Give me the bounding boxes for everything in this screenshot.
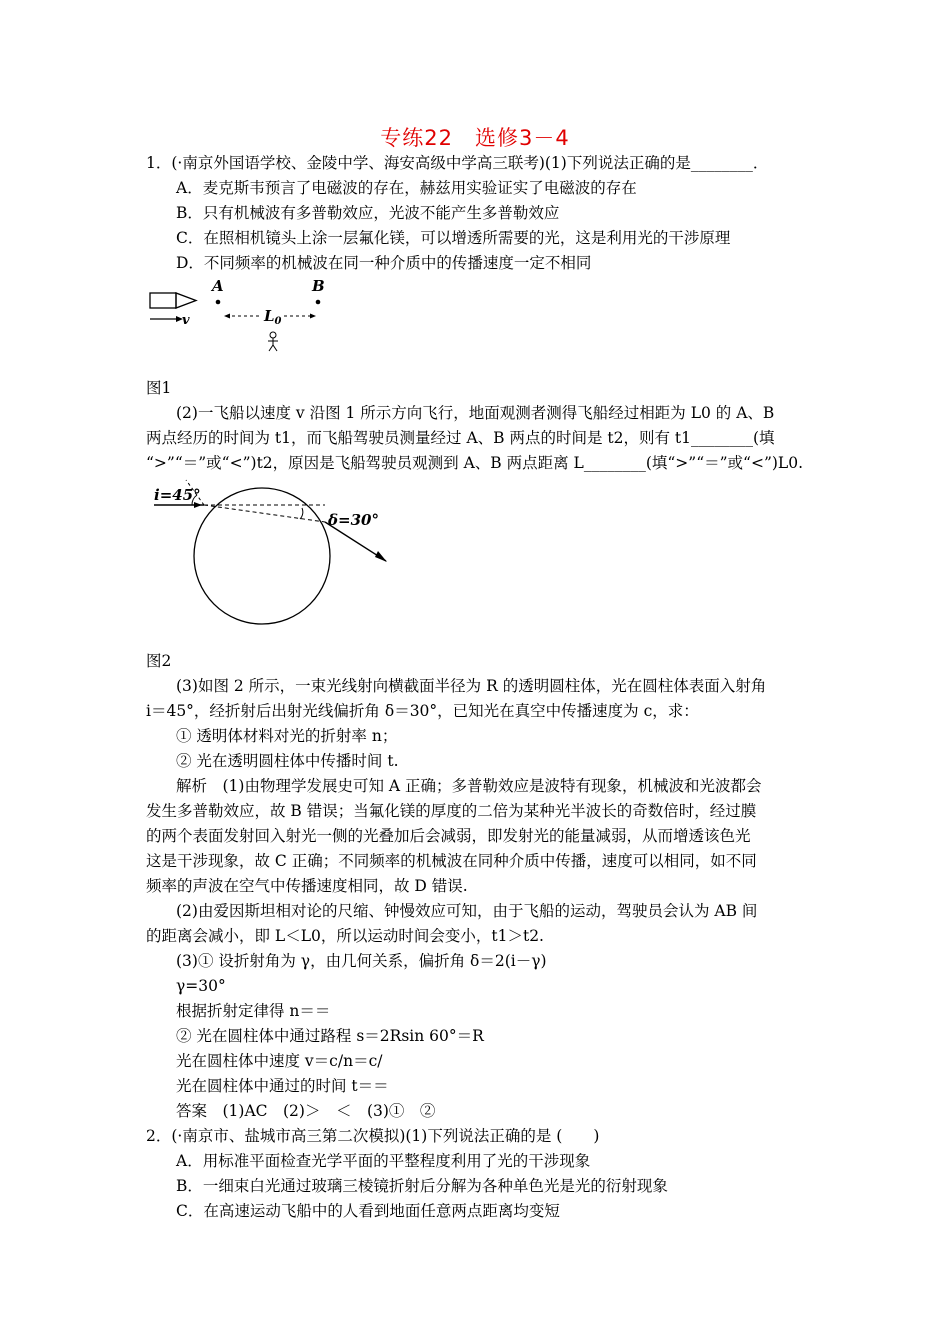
q1-part3-line4: ② 光在透明圆柱体中传播时间 t.	[176, 752, 399, 770]
q1-stem: 1．(·南京外国语学校、金陵中学、海安高级中学高三联考)(1)下列说法正确的是________．	[146, 154, 769, 172]
analysis-line2: 发生多普勒效应，故 B 错误；当氟化镁的厚度的二倍为某种光半波长的奇数倍时，经过膜	[146, 802, 757, 820]
q1-part2-line2: 两点经历的时间为 t1，而飞船驾驶员测量经过 A、B 两点的时间是 t2，则有 t1________(填	[146, 429, 775, 447]
analysis-line8: (3)① 设折射角为 γ，由几何关系，偏折角 δ＝2(i－γ)	[176, 952, 547, 970]
spaceship-icon	[150, 293, 196, 308]
q1-option-d: D．不同频率的机械波在同一种介质中的传播速度一定不相同	[176, 254, 592, 272]
analysis-line4: 这是干涉现象，故 C 正确；不同频率的机械波在同种介质中传播，速度可以相同，如不同	[146, 852, 757, 870]
q2-stem: 2．(·南京市、盐城市高三第二次模拟)(1)下列说法正确的是 ( )	[146, 1127, 600, 1145]
analysis-line10: 根据折射定律得 n＝＝	[176, 1002, 331, 1020]
q1-part3-line1: (3)如图 2 所示，一束光线射向横截面半径为 R 的透明圆柱体，光在圆柱体表面入射角	[176, 677, 767, 695]
figure-1-caption: 图1	[146, 379, 172, 397]
point-b-dot	[316, 300, 321, 305]
q1-part3-line3: ① 透明体材料对光的折射率 n；	[176, 727, 398, 745]
point-a-label: A	[212, 277, 224, 295]
refracted-ray	[204, 505, 325, 522]
analysis-line13: 光在圆柱体中通过的时间 t＝＝	[176, 1077, 389, 1095]
point-a-dot	[216, 300, 221, 305]
velocity-label: v	[182, 313, 190, 328]
q2-option-a: A．用标准平面检查光学平面的平整程度利用了光的干涉现象	[176, 1152, 591, 1170]
q2-option-c: C．在高速运动飞船中的人看到地面任意两点距离均变短	[176, 1202, 560, 1220]
q2-option-b: B．一细束白光通过玻璃三棱镜折射后分解为各种单色光是光的衍射现象	[176, 1177, 668, 1195]
q1-option-c: C．在照相机镜头上涂一层氟化镁，可以增透所需要的光，这是利用光的干涉原理	[176, 229, 731, 247]
q1-part2-line1: (2)一飞船以速度 v 沿图 1 所示方向飞行，地面观测者测得飞船经过相距为 L0 的 A、B	[176, 404, 775, 422]
q1-option-b: B．只有机械波有多普勒效应，光波不能产生多普勒效应	[176, 204, 560, 222]
figure-2-caption: 图2	[146, 652, 172, 670]
analysis-line3: 的两个表面发射回入射光一侧的光叠加后会减弱，即发射光的能量减弱，从而增透该色光	[146, 827, 751, 845]
analysis-line12: 光在圆柱体中速度 v＝c/n＝c/	[176, 1052, 383, 1070]
analysis-line7: 的距离会减小，即 L＜L0，所以运动时间会变小，t1＞t2.	[146, 927, 544, 945]
analysis-line9: γ=30°	[176, 977, 226, 995]
point-b-label: B	[312, 277, 325, 295]
analysis-line6: (2)由爱因斯坦相对论的尺缩、钟慢效应可知，由于飞船的运动，驾驶员会认为 AB 间	[176, 902, 758, 920]
distance-label: $L_0$	[264, 307, 282, 327]
q1-part3-line2: i＝45°，经折射后出射光线偏折角 δ＝30°，已知光在真空中传播速度为 c，求：	[146, 702, 699, 720]
incident-angle-label: i=45°	[154, 486, 201, 504]
analysis-line11: ② 光在圆柱体中通过路程 s＝2Rsin 60°＝R	[176, 1027, 484, 1045]
figure-2-cylinder-diagram	[150, 478, 390, 638]
analysis-line5: 频率的声波在空气中传播速度相同，故 D 错误.	[146, 877, 468, 895]
deflection-angle-label: δ=30°	[328, 511, 379, 529]
q1-part2-line3: “>”“＝”或“<”)t2，原因是飞船驾驶员观测到 A、B 两点距离 L________(填“>”“＝”或“<”)L0.	[146, 454, 804, 472]
cylinder-cross-section	[194, 488, 330, 624]
figure-1-spaceship-diagram	[140, 275, 340, 360]
analysis-line1: 解析 (1)由物理学发展史可知 A 正确；多普勒效应是波特有现象，机械波和光波都会	[176, 777, 762, 795]
answer-line: 答案 (1)AC (2)＞ ＜ (3)① ②	[176, 1102, 436, 1120]
page-title: 专练22 选修3－4	[380, 126, 570, 150]
observer-icon	[268, 332, 278, 351]
q1-option-a: A．麦克斯韦预言了电磁波的存在，赫兹用实验证实了电磁波的存在	[176, 179, 637, 197]
